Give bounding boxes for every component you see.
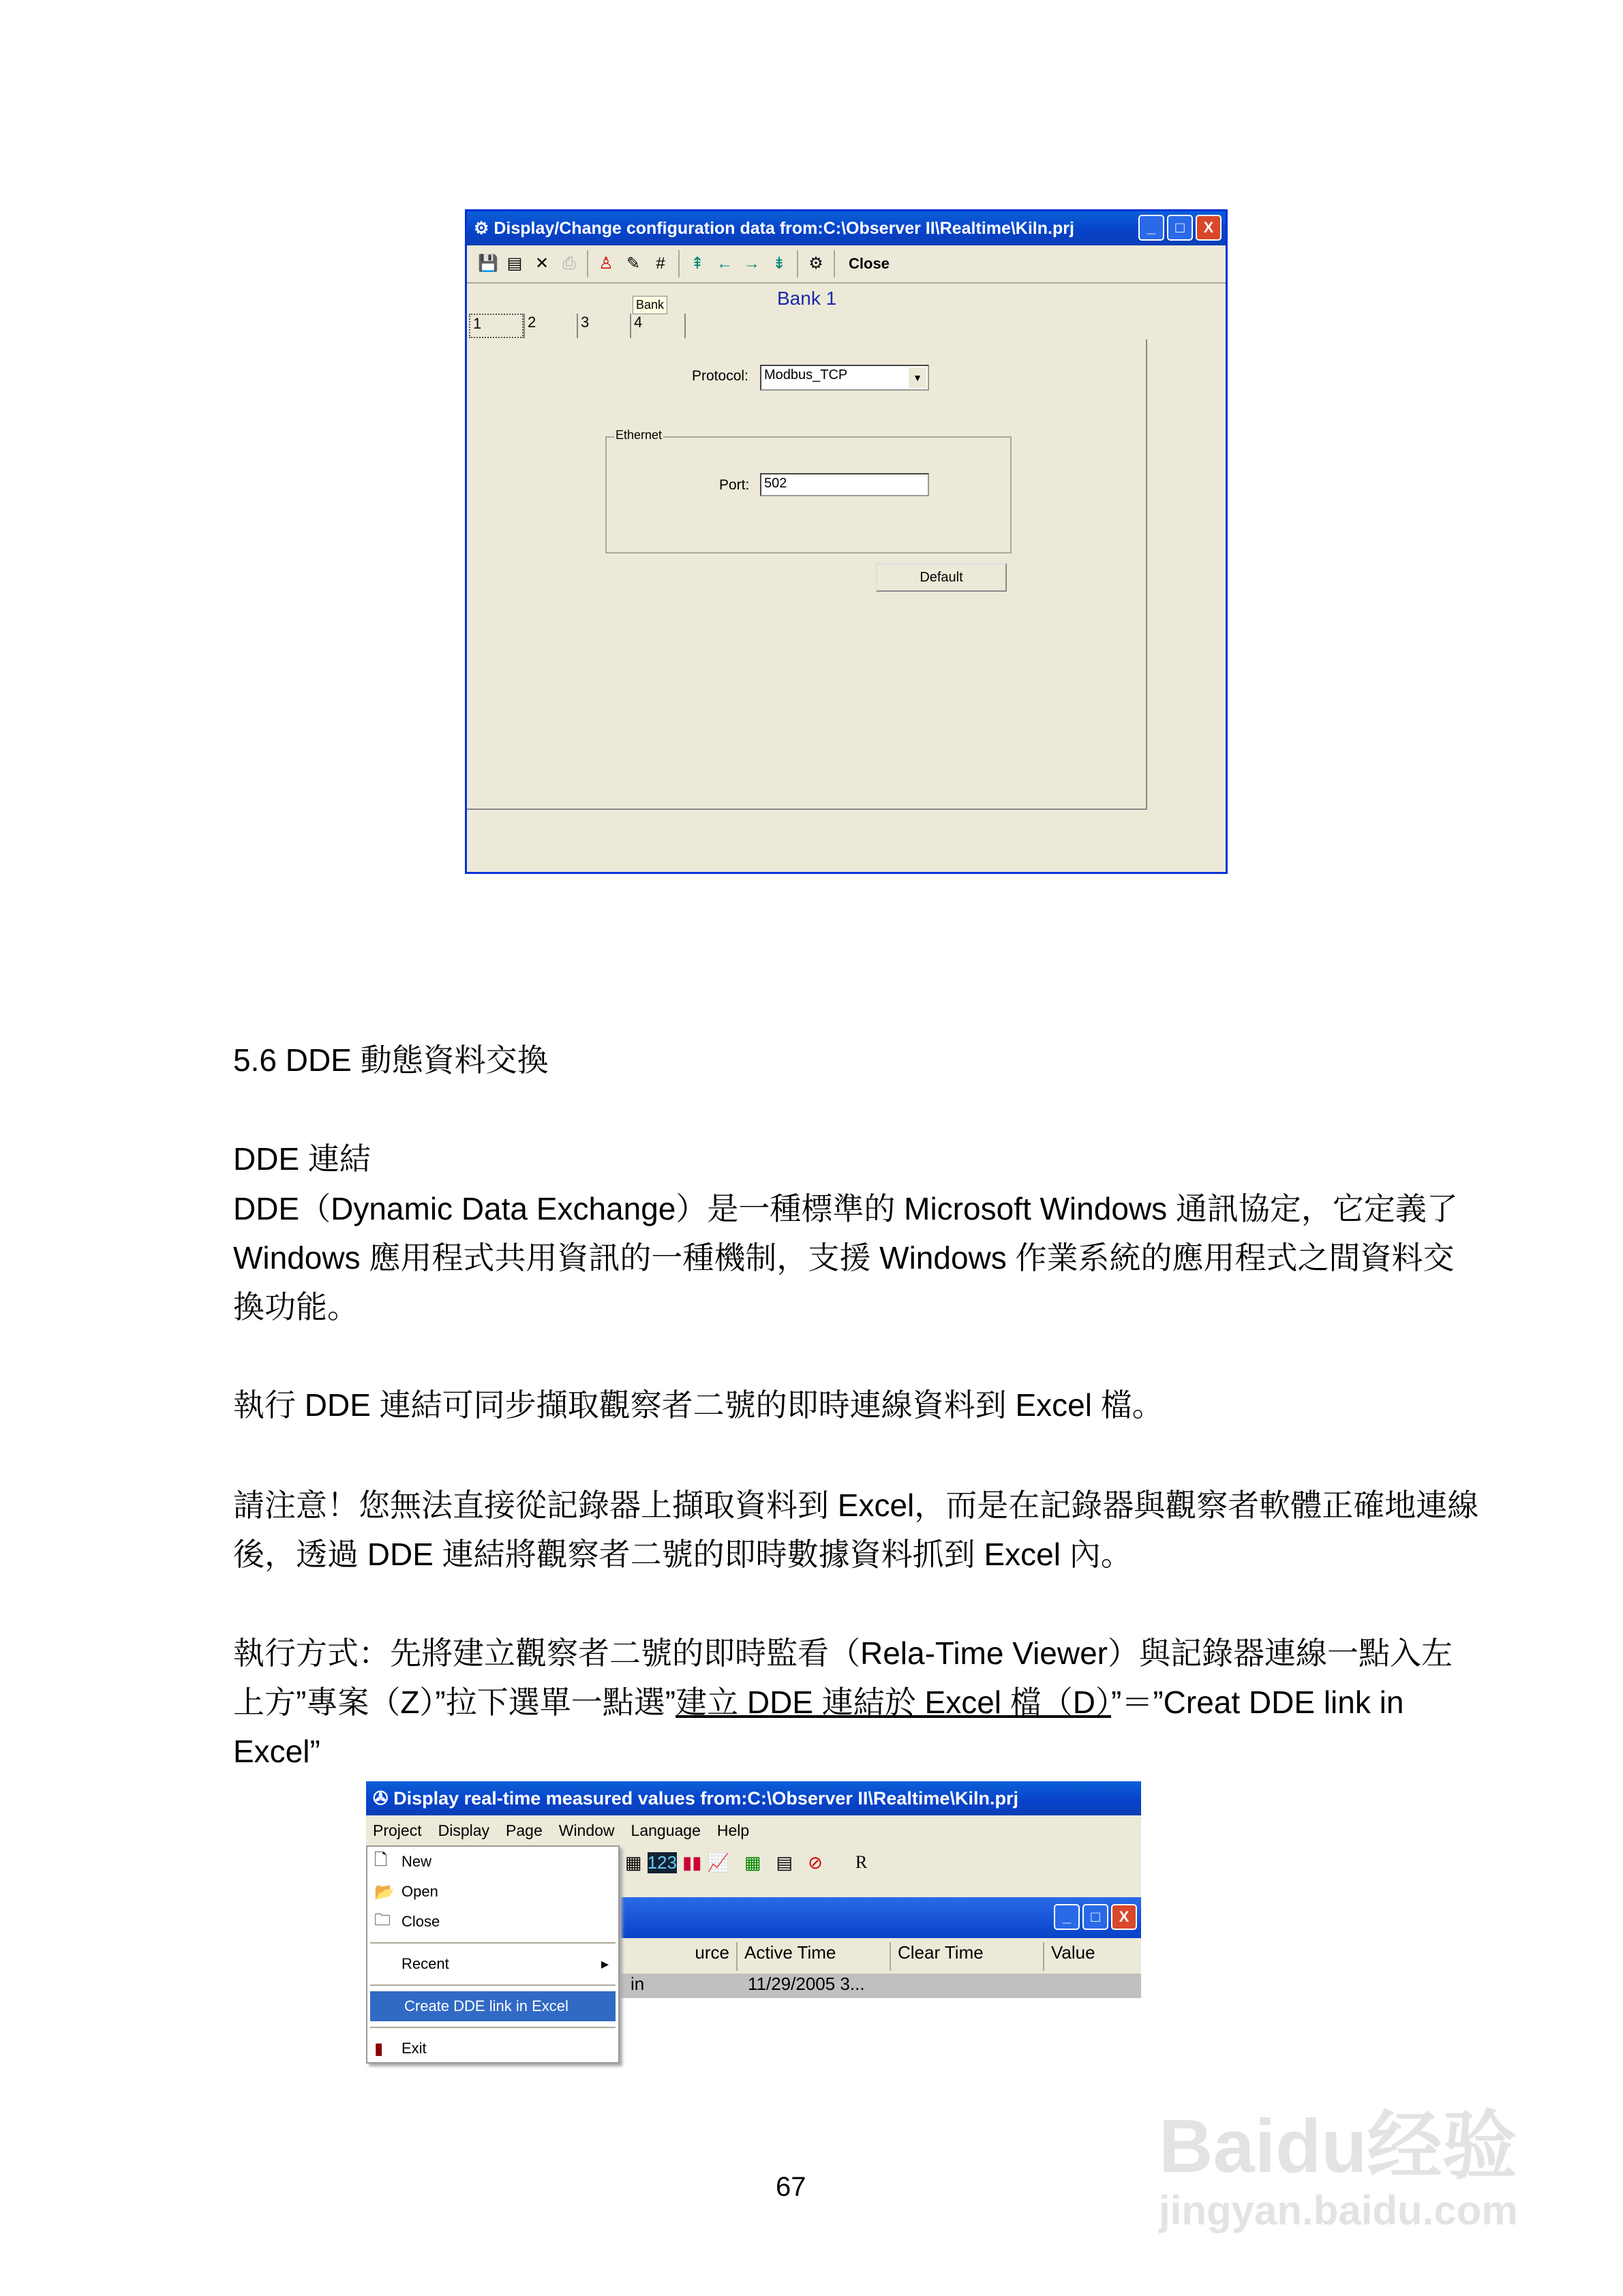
close-window-button[interactable]: X <box>1196 215 1222 241</box>
viewer-title: Display real-time measured values from:C:\Observer II\Realtime\Kiln.prj <box>393 1787 1018 1809</box>
report-icon[interactable]: R <box>855 1852 868 1872</box>
settings-icon[interactable]: ⚙ <box>808 254 823 273</box>
chevron-down-icon: ▼ <box>909 367 926 388</box>
menu-language[interactable]: Language <box>631 1821 701 1839</box>
table-icon[interactable]: ▤ <box>776 1852 793 1873</box>
network-icon[interactable]: ♙ <box>598 254 613 273</box>
config-window <box>465 209 1228 874</box>
first-icon[interactable]: ⇞ <box>690 254 705 273</box>
page-number: 67 <box>776 2172 806 2202</box>
folder-icon: 🗀 <box>374 1910 391 1929</box>
title-bar <box>467 211 1226 245</box>
col-source[interactable]: urce <box>366 1942 738 1971</box>
watermark-url: jingyan.baidu.com <box>1159 2188 1518 2233</box>
menu-item-close[interactable] <box>367 1907 618 1937</box>
tab-1[interactable]: 1 <box>469 314 524 338</box>
tab-3[interactable]: 3 <box>577 314 630 338</box>
viewer-title-bar <box>366 1781 1141 1815</box>
tab-4[interactable]: 4 <box>630 314 686 338</box>
protocol-label: Protocol: <box>692 368 748 384</box>
port-label: Port: <box>719 477 750 493</box>
protocol-select[interactable] <box>760 365 929 391</box>
grid-icon[interactable]: ▦ <box>625 1852 642 1873</box>
toolbar <box>467 245 1226 284</box>
child-maximize-button[interactable]: □ <box>1082 1904 1108 1930</box>
bank-title: Bank 1 <box>777 288 837 309</box>
notes-icon[interactable]: ▤ <box>506 254 523 273</box>
menubar <box>366 1815 1141 1845</box>
window-title: Display/Change configuration data from:C:\Observer II\Realtime\Kiln.prj <box>494 218 1074 238</box>
cell-source: in <box>631 1974 645 1994</box>
delete-icon[interactable]: ✕ <box>534 254 549 273</box>
watermark-logo <box>1159 2086 1518 2234</box>
trend-icon[interactable]: 📈 <box>707 1852 729 1873</box>
stop-icon[interactable]: ⊘ <box>808 1852 823 1873</box>
port-input[interactable]: 502 <box>760 473 929 496</box>
exit-door-icon: ▮ <box>374 2039 384 2058</box>
watermark-brand: Baidu经验 <box>1159 2104 1517 2188</box>
exit-label: Exit <box>401 2040 427 2057</box>
menu-page[interactable]: Page <box>506 1821 543 1839</box>
save-icon[interactable]: 💾 <box>478 254 498 273</box>
paragraph-2: 執行 DDE 連結可同步擷取觀察者二號的即時連線資料到 Excel 檔。 <box>233 1387 1164 1423</box>
menu-window[interactable]: Window <box>558 1821 615 1839</box>
prev-icon[interactable]: ← <box>716 254 733 273</box>
child-minimize-button[interactable]: _ <box>1054 1904 1080 1930</box>
next-icon[interactable]: → <box>744 254 760 273</box>
last-icon[interactable]: ⇟ <box>772 254 787 273</box>
col-value[interactable]: Value <box>1051 1942 1095 1963</box>
col-active-time[interactable]: Active Time <box>738 1942 891 1971</box>
p4-text: 執行方式：先將建立觀察者二號的即時監看（Rela-Time Viewer）與記錄器連線一點入左上方”專案（Z）”拉下選單一點選” <box>233 1635 1453 1720</box>
pencil-icon[interactable]: ✎ <box>626 254 641 273</box>
new-file-icon: 🗋 <box>374 1850 388 1869</box>
close-label: Close <box>401 1913 440 1930</box>
app-icon: ✇ <box>373 1787 394 1809</box>
menu-item-open[interactable] <box>367 1877 618 1907</box>
p4-underlined: 建立 DDE 連結於 Excel 檔（D） <box>676 1685 1112 1720</box>
open-label: Open <box>401 1883 438 1900</box>
ethernet-group-label: Ethernet <box>616 428 663 442</box>
number-icon[interactable]: # <box>656 254 665 273</box>
recent-label: Recent <box>401 1955 449 1972</box>
minimize-button[interactable]: _ <box>1138 215 1164 241</box>
digital-icon[interactable]: 123 <box>647 1852 677 1873</box>
menu-item-new[interactable] <box>367 1847 618 1877</box>
menu-item-exit[interactable] <box>367 2034 618 2064</box>
cell-active-time: 11/29/2005 3... <box>748 1974 865 1994</box>
create-dde-label: Create DDE link in Excel <box>404 1997 568 2014</box>
bank-tooltip: Bank <box>633 296 667 314</box>
tab-2[interactable]: 2 <box>524 314 577 338</box>
project-menu <box>366 1845 620 2064</box>
p4-text-end: ”＝”Creat DDE link in Excel” <box>233 1685 1404 1769</box>
section-heading: 5.6 DDE 動態資料交換 <box>233 1042 549 1078</box>
print-icon[interactable]: ⎙ <box>562 254 576 273</box>
menu-item-recent[interactable] <box>367 1949 618 1979</box>
menu-project[interactable]: Project <box>373 1821 422 1839</box>
maximize-button[interactable]: □ <box>1167 215 1193 241</box>
tab-panel <box>467 339 1147 810</box>
default-button[interactable]: Default <box>876 563 1007 592</box>
gear-icon: ⚙ <box>474 219 494 238</box>
paragraph-4 <box>233 1629 1481 1776</box>
paragraph-3: 請注意！您無法直接從記錄器上擷取資料到 Excel，而是在記錄器與觀察者軟體正確地連線後，透過 DDE 連結將觀察者二號的即時數據資料抓到 Excel 內。 <box>233 1487 1479 1572</box>
matrix-icon[interactable]: ▦ <box>744 1852 761 1873</box>
submenu-arrow-icon: ▸ <box>601 1955 609 1972</box>
menu-display[interactable]: Display <box>438 1821 490 1839</box>
protocol-value: Modbus_TCP <box>764 367 848 382</box>
paragraph-1: DDE（Dynamic Data Exchange）是一種標準的 Microsoft Windows 通訊協定，它定義了 Windows 應用程式共用資訊的一種機制，支援 Windows 作業系統的應用程式之間資料交換功能。 <box>233 1191 1458 1325</box>
child-close-button[interactable]: X <box>1111 1904 1137 1930</box>
close-button[interactable]: Close <box>849 255 890 272</box>
bar-chart-icon[interactable]: ▮▮ <box>682 1852 702 1873</box>
col-clear-time[interactable]: Clear Time <box>891 1942 1044 1971</box>
subheading: DDE 連結 <box>233 1141 371 1177</box>
viewer-toolbar <box>625 1852 867 1873</box>
new-label: New <box>401 1853 432 1870</box>
menu-help[interactable]: Help <box>716 1821 750 1839</box>
open-folder-icon: 📂 <box>374 1882 395 1901</box>
viewer-window <box>366 1781 1141 2070</box>
menu-item-create-dde[interactable] <box>370 1991 616 2021</box>
